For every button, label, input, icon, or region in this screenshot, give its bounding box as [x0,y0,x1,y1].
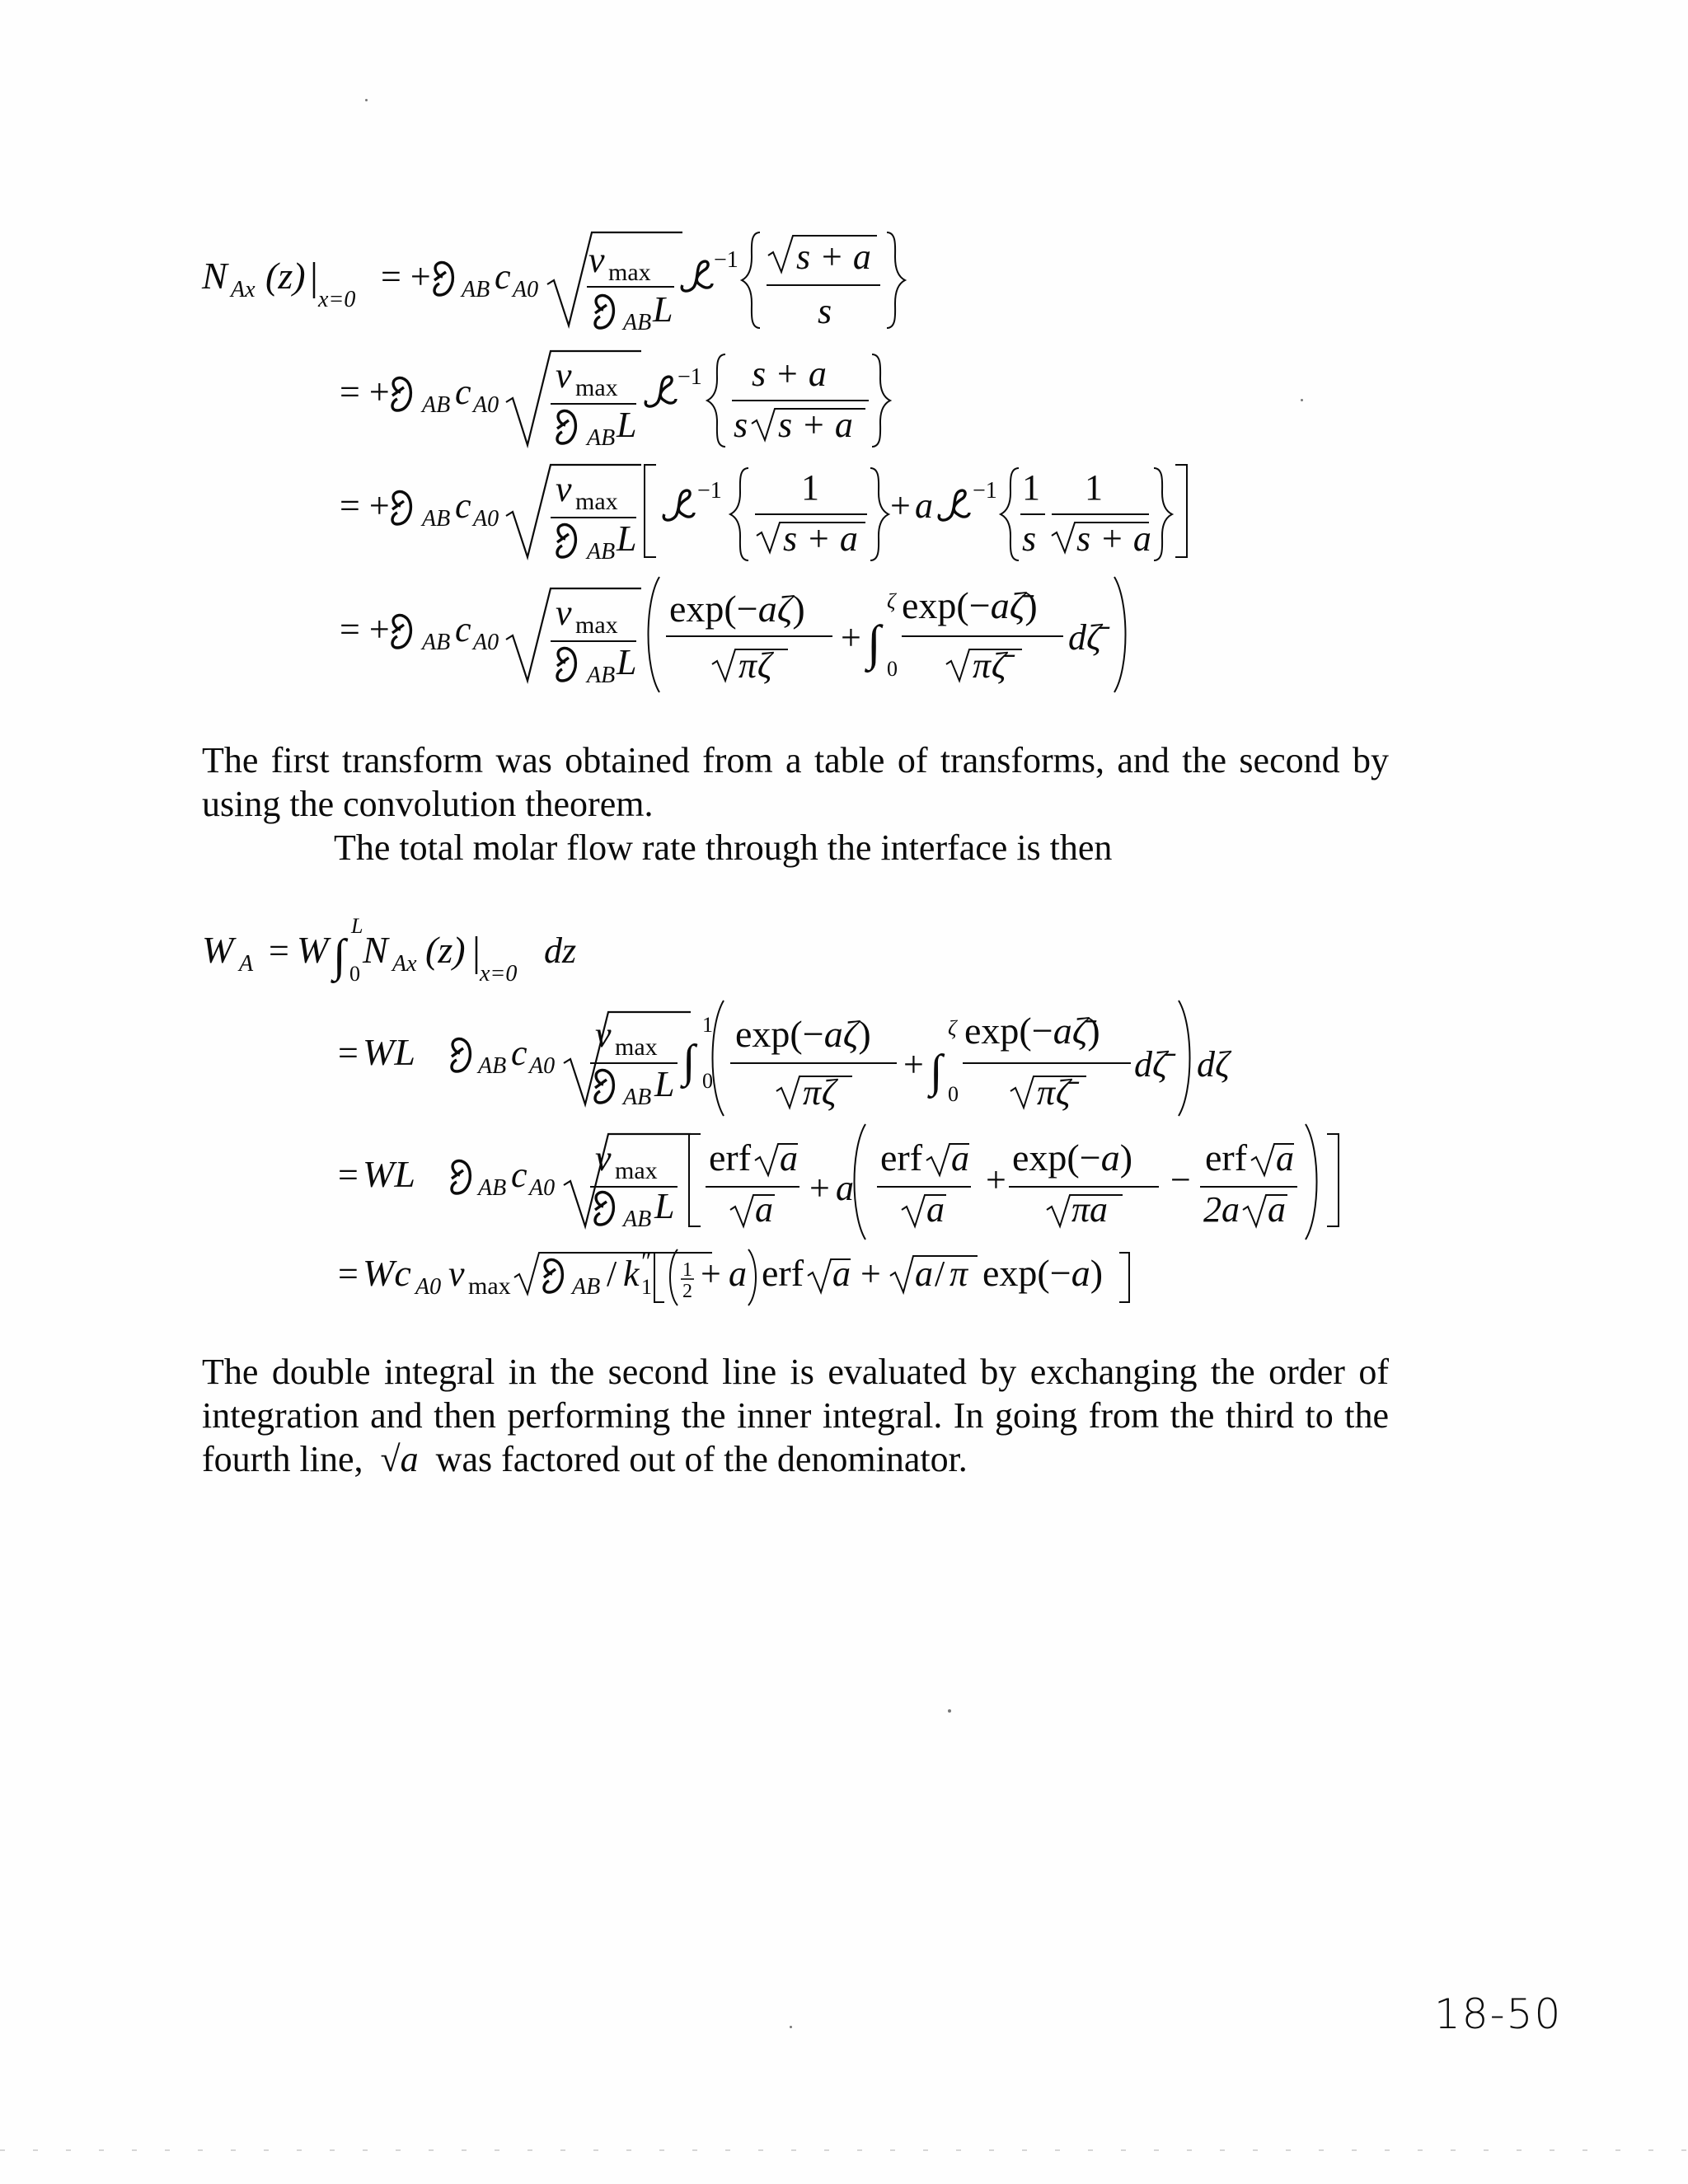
svg-text:=: = [338,1155,359,1195]
svg-text:erf: erf [1205,1137,1248,1179]
svg-text:πζ: πζ [803,1072,837,1113]
eq1-line2 [340,351,890,451]
svg-text:AB: AB [623,310,652,335]
paragraph-text: was factored out of the denominator. [435,1439,968,1479]
svg-text:πζ̄: πζ̄ [973,645,1006,686]
svg-text:c: c [455,485,471,526]
svg-text:dz: dz [544,930,577,971]
v-symbol: v [588,240,605,280]
svg-text:AB: AB [478,1053,507,1079]
svg-text:c: c [511,1155,528,1195]
svg-text:/: / [607,1254,617,1294]
svg-text:A0: A0 [473,392,499,418]
svg-text:+: + [860,1254,881,1294]
svg-text:exp(−a): exp(−a) [1012,1137,1133,1179]
svg-text:″: ″ [641,1248,652,1275]
svg-text:1: 1 [801,467,819,508]
svg-text:L: L [617,405,637,445]
svg-text:a: a [915,485,933,526]
svg-text:ζ: ζ [948,1016,957,1040]
svg-text:∫: ∫ [682,1036,696,1087]
svg-text:∫: ∫ [930,1046,943,1097]
svg-text:(z): (z) [425,929,466,971]
svg-text:2a: 2a [1203,1189,1240,1230]
svg-text:max: max [615,1033,658,1061]
svg-text:πζ: πζ [738,645,772,686]
svg-text:A0: A0 [529,1175,556,1201]
svg-text:erf: erf [762,1252,804,1294]
svg-text:0: 0 [702,1069,713,1093]
svg-text:c: c [455,372,471,412]
svg-text:v: v [556,355,572,396]
svg-text:AB: AB [623,1085,652,1110]
svg-text:s: s [818,291,832,331]
svg-text:max: max [575,612,618,639]
svg-text:=: = [269,930,289,971]
paragraph-integration-note [202,1350,1389,1481]
svg-text:s + a: s + a [796,237,871,277]
eq-plus: = + [381,256,431,297]
svg-text:0: 0 [948,1082,959,1106]
svg-text:a: a [729,1254,747,1294]
eq1-line4 [340,577,1126,692]
svg-text:π: π [950,1254,968,1294]
svg-text:s + a: s + a [778,405,853,445]
svg-text:erf: erf [880,1137,923,1179]
svg-text:πζ̄: πζ̄ [1037,1072,1071,1113]
svg-text:−: − [1170,1160,1191,1200]
svg-text:+: + [841,617,861,658]
svg-text:L: L [654,1186,675,1226]
c-symbol: c [495,256,511,297]
eq1-line3 [340,465,1187,565]
svg-text:L: L [351,914,363,938]
svg-text:+: + [809,1168,830,1208]
svg-text:W: W [202,929,234,971]
svg-text:∫: ∫ [333,930,346,982]
svg-text:exp(−aζ): exp(−aζ) [669,588,805,630]
svg-text:A: A [239,951,254,977]
eq2-line1 [202,914,576,987]
svg-text:a: a [1268,1189,1286,1230]
scan-speck [790,2026,792,2028]
svg-text:AB: AB [587,425,616,451]
svg-text:L: L [617,518,637,559]
svg-text:AB: AB [623,1207,652,1232]
max-sub: max [608,259,651,286]
svg-text:L: L [653,289,673,330]
scan-speck [365,99,368,101]
laplace-inverse [682,261,712,291]
svg-text:exp(−aζ̄): exp(−aζ̄) [902,584,1038,626]
svg-text:πa: πa [1071,1189,1109,1230]
paragraph-text: The first transform was obtained from a table of transforms, and the second by using the convolution theorem. [202,740,1389,824]
svg-text:exp(−aζ̄): exp(−aζ̄) [964,1010,1100,1052]
svg-text:WL: WL [363,1031,415,1073]
svg-text:AB: AB [422,630,451,655]
paragraph-transform-note [202,738,1389,869]
integral-sign: ∫ [867,616,881,670]
svg-text:a: a [836,1168,854,1208]
svg-text:1: 1 [641,1275,652,1299]
svg-text:Ax: Ax [392,951,417,977]
svg-text:exp(−a): exp(−a) [982,1252,1104,1294]
svg-text:+: + [701,1254,721,1294]
svg-text:AB: AB [422,506,451,532]
svg-text:2: 2 [682,1281,692,1302]
svg-text:1: 1 [1022,467,1040,508]
svg-text:c: c [511,1033,528,1073]
scan-speck [948,1709,951,1713]
svg-text:s + a: s + a [1076,518,1151,559]
svg-text:/: / [935,1254,945,1294]
svg-text:−1: −1 [678,364,702,390]
svg-text:v: v [556,593,572,633]
svg-text:+: + [903,1044,924,1085]
svg-text:s: s [734,405,748,445]
svg-text:0: 0 [887,657,898,681]
scan-edge-noise [0,2149,1688,2151]
eq2-line3 [338,1124,1339,1240]
eq2-line2 [338,1001,1232,1116]
svg-text:ζ: ζ [887,589,896,613]
svg-text:a: a [926,1189,945,1230]
svg-text:s + a: s + a [783,518,858,559]
svg-text:= +: = + [340,609,390,649]
svg-text:0: 0 [349,962,360,986]
svg-text:max: max [615,1157,658,1184]
eq2-line4 [338,1248,1129,1305]
svg-text:−1: −1 [973,478,997,504]
equation-block-2 [0,890,1688,1352]
svg-text:WL: WL [363,1153,415,1195]
svg-text:A0: A0 [529,1053,556,1079]
z-arg: (z) [265,255,306,297]
svg-text:AB: AB [422,392,451,418]
svg-text:AB: AB [572,1274,601,1300]
equation-block-1 [0,0,1688,725]
svg-text:A0: A0 [473,630,499,655]
N-symbol: N [202,255,227,297]
svg-text:Wc: Wc [363,1252,411,1294]
scan-speck [1301,399,1303,401]
diffusivity-D [434,263,452,296]
x0-sub: x=0 [318,287,356,312]
page-number: 18-50 [1434,1990,1563,2038]
svg-text:v: v [595,1138,612,1179]
svg-text:v: v [448,1254,465,1294]
svg-text:a: a [832,1254,851,1294]
svg-text:AB: AB [587,663,616,688]
A0-sub: A0 [513,277,539,302]
svg-text:1: 1 [682,1259,692,1281]
svg-text:+: + [890,485,911,526]
svg-text:N: N [363,929,388,971]
svg-text:AB: AB [478,1175,507,1201]
svg-text:c: c [455,609,471,649]
svg-text:a: a [951,1138,969,1179]
svg-text:x=0: x=0 [480,961,518,987]
svg-text:= +: = + [340,485,390,526]
paragraph-text: The double integral in the second line is evaluated by exchanging the order of integration and then performing the inner integral. In going from the third to the fourth line, [202,1352,1389,1479]
svg-text:a: a [780,1138,798,1179]
svg-text:=: = [338,1254,359,1294]
svg-text:a: a [915,1254,933,1294]
svg-text:A0: A0 [473,506,499,532]
svg-text:L: L [654,1064,675,1104]
svg-text:erf: erf [709,1137,752,1179]
svg-text:a: a [1276,1138,1294,1179]
svg-text:exp(−aζ): exp(−aζ) [735,1013,871,1055]
svg-text:= +: = + [340,372,390,412]
svg-text:AB: AB [587,539,616,565]
svg-text:+: + [986,1160,1006,1200]
svg-text:W: W [297,929,329,971]
svg-text:k: k [623,1254,640,1294]
svg-text:s: s [1022,518,1037,559]
svg-text:max: max [575,374,618,401]
svg-text:dζ̄: dζ̄ [1134,1044,1167,1085]
svg-text:a: a [755,1189,773,1230]
svg-text:v: v [556,469,572,509]
svg-text:dζ̄: dζ̄ [1068,617,1101,658]
svg-text:dζ: dζ [1197,1044,1230,1085]
svg-text:s + a: s + a [752,354,827,394]
svg-text:1: 1 [702,1013,713,1037]
svg-text:L: L [617,642,637,682]
sqrt-a-inline: √a [380,1439,419,1479]
paragraph-text-indented: The total molar flow rate through the interface is then [334,827,1113,868]
svg-text:A0: A0 [415,1274,442,1300]
svg-text:−1: −1 [697,478,722,504]
inv-sup: −1 [714,247,738,273]
svg-text:max: max [468,1272,511,1300]
eq1-line1 [201,232,905,335]
svg-text:max: max [575,488,618,515]
svg-text:1: 1 [1085,467,1103,508]
Ax-sub: Ax [231,277,256,302]
AB-sub: AB [462,277,490,302]
svg-text:v: v [595,1015,612,1055]
svg-text:=: = [338,1033,359,1073]
